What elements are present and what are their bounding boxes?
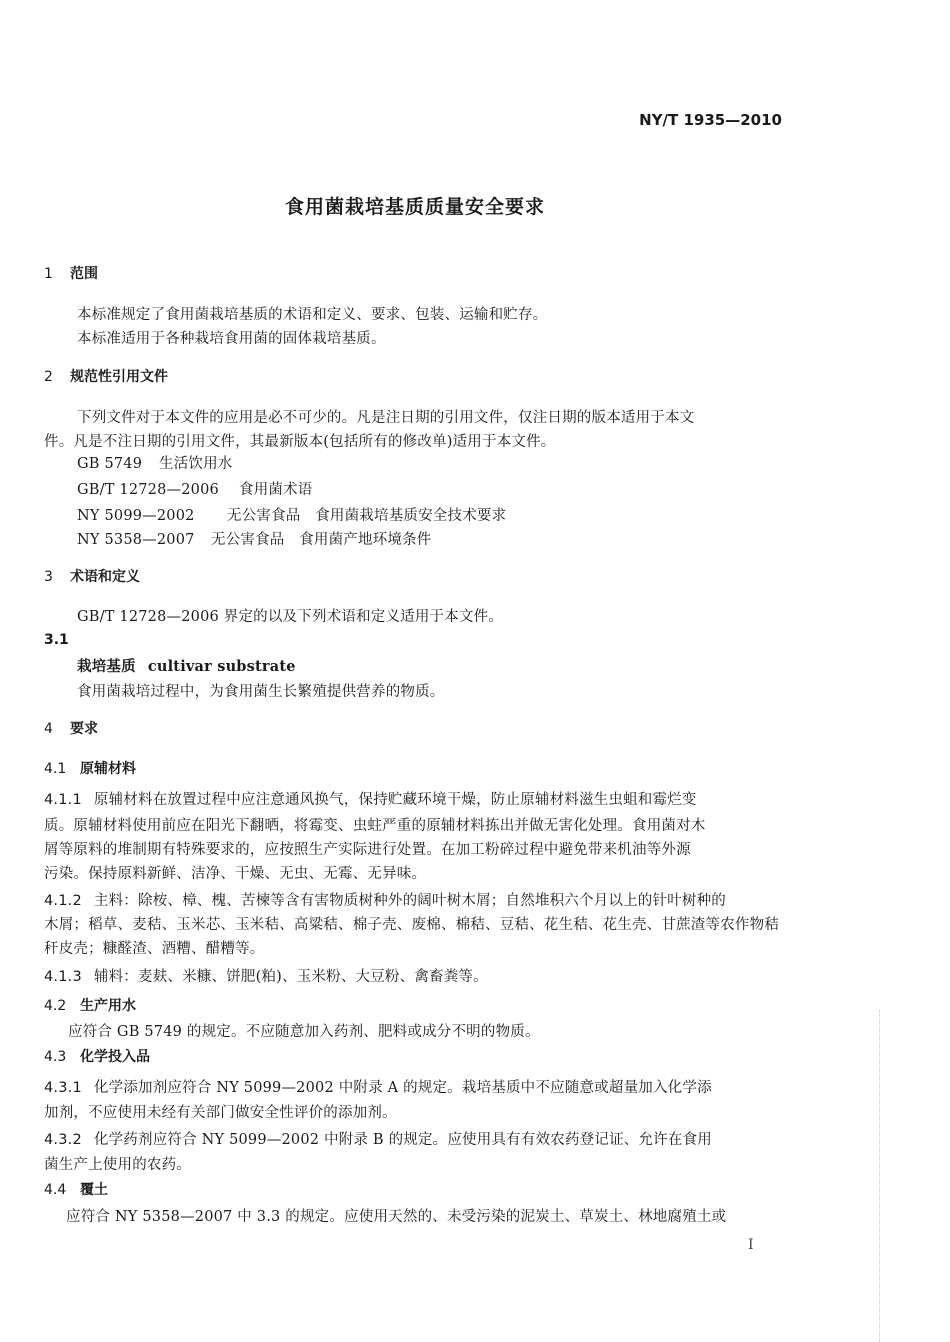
reference-item xyxy=(77,506,506,526)
subsection-number: 4.1 xyxy=(44,761,67,777)
reference-title: 生活饮用水 xyxy=(159,456,233,472)
term-english: cultivar substrate xyxy=(147,658,296,675)
paragraph: GB/T 12728—2006 界定的以及下列术语和定义适用于本文件。 xyxy=(77,609,504,625)
clause-text-line: 屑等原料的堆制期有特殊要求的，应按照生产实际进行处置。在加工粉碎过程中避免带来机油等外源 xyxy=(44,842,691,858)
subsection-4-4-heading xyxy=(44,1180,108,1200)
page-number: I xyxy=(748,1237,754,1253)
clause-text-line: 应符合 GB 5749 的规定。不应随意加入药剂、肥料或成分不明的物质。 xyxy=(68,1024,540,1040)
clause-number: 4.1.1 xyxy=(44,792,82,808)
clause-4-1-1 xyxy=(44,790,697,810)
paragraph: 本标准适用于各种栽培食用菌的固体栽培基质。 xyxy=(77,331,386,347)
clause-4-1-3 xyxy=(44,967,488,987)
clause-4-1-2 xyxy=(44,891,726,911)
section-title: 术语和定义 xyxy=(70,569,140,585)
section-number: 4 xyxy=(44,721,53,737)
clause-number: 4.3.2 xyxy=(44,1132,82,1148)
clause-text-line: 木屑；稻草、麦秸、玉米芯、玉米秸、高粱秸、棉子壳、废棉、棉秸、豆秸、花生秸、花生壳、甘蔗渣等农作物秸 xyxy=(44,917,779,933)
subsection-title: 化学投入品 xyxy=(80,1049,150,1065)
clause-text-line: 应符合 NY 5358—2007 中 3.3 的规定。应使用天然的、未受污染的泥炭土、草炭土、林地腐殖土或 xyxy=(66,1209,727,1225)
paragraph: 下列文件对于本文件的应用是必不可少的。凡是注日期的引用文件，仅注日期的版本适用于本文 xyxy=(77,410,695,426)
section-number: 3 xyxy=(44,569,53,585)
reference-title: 食用菌术语 xyxy=(239,482,313,498)
subsection-title: 原辅材料 xyxy=(80,761,136,777)
clause-text-line: 加剂，不应使用未经有关部门做安全性评价的添加剂。 xyxy=(44,1105,397,1121)
reference-title: 无公害食品 食用菌栽培基质安全技术要求 xyxy=(227,508,507,524)
subsection-4-2-heading xyxy=(44,996,136,1016)
term-chinese: 栽培基质 xyxy=(77,658,136,675)
clause-text: 化学添加剂应符合 NY 5099—2002 中附录 A 的规定。栽培基质中不应随意或超量加入化学添 xyxy=(93,1080,712,1096)
clause-4-3-1 xyxy=(44,1078,712,1098)
clause-4-3-2 xyxy=(44,1130,712,1150)
subsection-4-3-heading xyxy=(44,1047,150,1067)
section-title: 规范性引用文件 xyxy=(70,369,168,385)
reference-code: NY 5099—2002 xyxy=(77,508,195,524)
subsection-title: 覆土 xyxy=(80,1182,108,1198)
paragraph: 件。凡是不注日期的引用文件，其最新版本(包括所有的修改单)适用于本文件。 xyxy=(44,434,556,450)
reference-item xyxy=(77,454,233,474)
standard-code: NY/T 1935—2010 xyxy=(639,111,782,129)
subsection-title: 生产用水 xyxy=(80,998,136,1014)
page-title: 食用菌栽培基质质量安全要求 xyxy=(284,196,545,218)
term-definition: 食用菌栽培过程中，为食用菌生长繁殖提供营养的物质。 xyxy=(77,684,445,700)
section-number: 2 xyxy=(44,369,53,385)
section-title: 范围 xyxy=(70,266,98,282)
subsection-number: 4.2 xyxy=(44,998,67,1014)
scan-edge-line xyxy=(879,1010,880,1342)
reference-code: GB/T 12728—2006 xyxy=(77,482,219,498)
clause-text: 辅料：麦麸、米糠、饼肥(粕)、玉米粉、大豆粉、禽畜粪等。 xyxy=(93,969,488,985)
clause-number: 4.3.1 xyxy=(44,1080,82,1096)
clause-text-line: 秆皮壳；糠醛渣、酒糟、醋糟等。 xyxy=(44,941,265,957)
reference-item xyxy=(77,480,313,500)
section-title: 要求 xyxy=(70,721,98,737)
reference-title: 无公害食品 食用菌产地环境条件 xyxy=(211,532,432,548)
clause-text-line: 质。原辅材料使用前应在阳光下翻晒，将霉变、虫蛀严重的原辅材料拣出并做无害化处理。食用菌对木 xyxy=(44,818,706,834)
subsection-number: 4.4 xyxy=(44,1182,67,1198)
clause-text-line: 菌生产上使用的农药。 xyxy=(44,1157,191,1173)
reference-code: NY 5358—2007 xyxy=(77,532,195,548)
section-4-heading xyxy=(44,719,98,739)
section-3-heading xyxy=(44,567,140,587)
subsection-number: 3.1 xyxy=(44,632,69,648)
clause-number: 4.1.3 xyxy=(44,969,82,985)
reference-item xyxy=(77,530,432,550)
subsection-4-1-heading xyxy=(44,759,136,779)
clause-text-line: 污染。保持原料新鲜、洁净、干燥、无虫、无霉、无异味。 xyxy=(44,866,427,882)
section-number: 1 xyxy=(44,266,53,282)
term-entry xyxy=(77,657,296,677)
clause-text: 化学药剂应符合 NY 5099—2002 中附录 B 的规定。应使用具有有效农药登记证、允许在食用 xyxy=(93,1132,712,1148)
clause-text: 原辅材料在放置过程中应注意通风换气，保持贮藏环境干燥，防止原辅材料滋生虫蛆和霉烂变 xyxy=(93,792,697,808)
section-1-heading xyxy=(44,264,98,284)
subsection-number: 4.3 xyxy=(44,1049,67,1065)
reference-code: GB 5749 xyxy=(77,456,143,472)
section-2-heading xyxy=(44,367,168,387)
clause-text: 主料：除桉、樟、槐、苦楝等含有害物质树种外的阔叶树木屑；自然堆积六个月以上的针叶树种的 xyxy=(93,893,727,909)
paragraph: 本标准规定了食用菌栽培基质的术语和定义、要求、包装、运输和贮存。 xyxy=(77,307,548,323)
clause-number: 4.1.2 xyxy=(44,893,82,909)
